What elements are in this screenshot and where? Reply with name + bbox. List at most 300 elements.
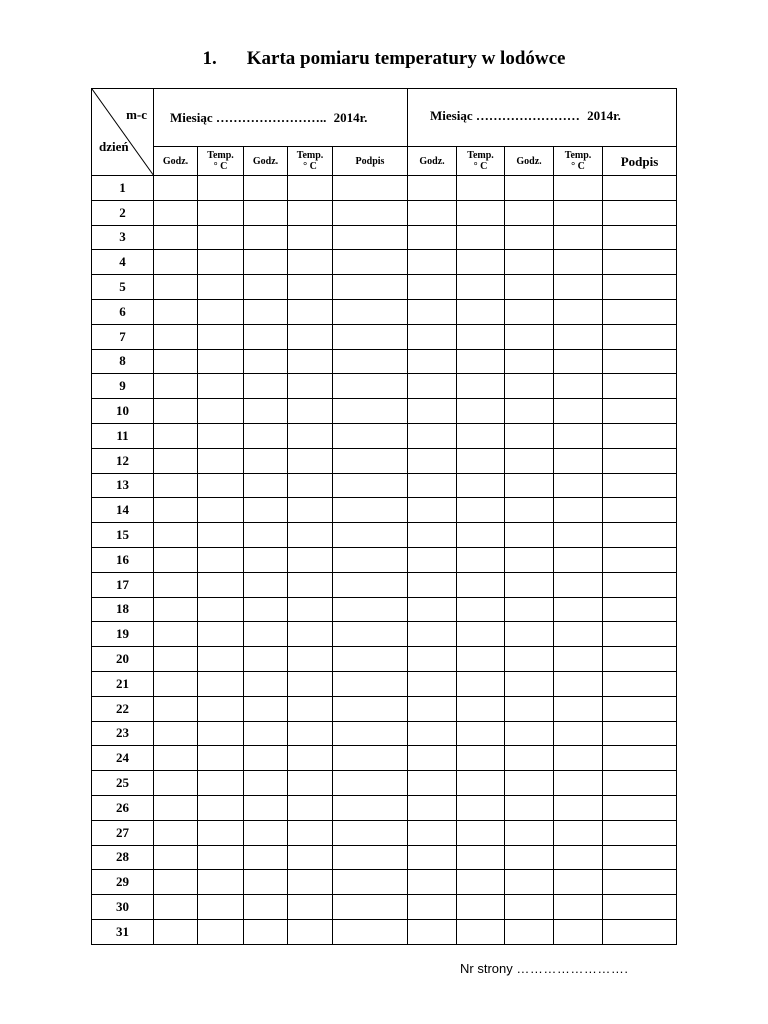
entry-cell[interactable] [408,771,457,796]
entry-cell[interactable] [333,771,408,796]
entry-cell[interactable] [408,176,457,201]
entry-cell[interactable] [333,845,408,870]
entry-cell[interactable] [154,498,198,523]
entry-cell[interactable] [457,597,505,622]
entry-cell[interactable] [288,324,333,349]
entry-cell[interactable] [505,795,554,820]
entry-cell[interactable] [244,523,288,548]
page-number-field[interactable]: ……………………. [516,961,629,976]
entry-cell[interactable] [154,597,198,622]
entry-cell[interactable] [457,448,505,473]
entry-cell[interactable] [408,919,457,944]
entry-cell[interactable] [603,349,677,374]
entry-cell[interactable] [154,275,198,300]
entry-cell[interactable] [244,176,288,201]
entry-cell[interactable] [505,746,554,771]
entry-cell[interactable] [154,448,198,473]
entry-cell[interactable] [603,299,677,324]
entry-cell[interactable] [244,399,288,424]
entry-cell[interactable] [554,795,603,820]
entry-cell[interactable] [554,349,603,374]
entry-cell[interactable] [554,721,603,746]
entry-cell[interactable] [554,299,603,324]
entry-cell[interactable] [288,820,333,845]
entry-cell[interactable] [505,250,554,275]
entry-cell[interactable] [603,746,677,771]
entry-cell[interactable] [408,250,457,275]
entry-cell[interactable] [198,671,244,696]
entry-cell[interactable] [333,448,408,473]
entry-cell[interactable] [244,473,288,498]
entry-cell[interactable] [198,919,244,944]
entry-cell[interactable] [457,696,505,721]
entry-cell[interactable] [408,820,457,845]
entry-cell[interactable] [244,498,288,523]
entry-cell[interactable] [198,250,244,275]
entry-cell[interactable] [244,746,288,771]
entry-cell[interactable] [333,349,408,374]
entry-cell[interactable] [505,176,554,201]
entry-cell[interactable] [288,597,333,622]
entry-cell[interactable] [603,721,677,746]
entry-cell[interactable] [457,895,505,920]
entry-cell[interactable] [457,349,505,374]
entry-cell[interactable] [603,498,677,523]
entry-cell[interactable] [554,696,603,721]
entry-cell[interactable] [408,523,457,548]
entry-cell[interactable] [198,547,244,572]
entry-cell[interactable] [288,919,333,944]
entry-cell[interactable] [154,919,198,944]
entry-cell[interactable] [244,324,288,349]
entry-cell[interactable] [457,572,505,597]
entry-cell[interactable] [505,423,554,448]
entry-cell[interactable] [154,423,198,448]
entry-cell[interactable] [457,399,505,424]
entry-cell[interactable] [457,671,505,696]
entry-cell[interactable] [288,572,333,597]
entry-cell[interactable] [408,225,457,250]
entry-cell[interactable] [505,820,554,845]
entry-cell[interactable] [288,275,333,300]
entry-cell[interactable] [505,870,554,895]
entry-cell[interactable] [554,547,603,572]
month-header-1[interactable] [154,89,408,147]
entry-cell[interactable] [457,771,505,796]
entry-cell[interactable] [198,399,244,424]
entry-cell[interactable] [288,225,333,250]
entry-cell[interactable] [457,498,505,523]
entry-cell[interactable] [408,349,457,374]
entry-cell[interactable] [603,696,677,721]
entry-cell[interactable] [154,349,198,374]
entry-cell[interactable] [288,696,333,721]
entry-cell[interactable] [603,399,677,424]
entry-cell[interactable] [288,349,333,374]
entry-cell[interactable] [244,349,288,374]
entry-cell[interactable] [457,176,505,201]
entry-cell[interactable] [408,795,457,820]
entry-cell[interactable] [198,176,244,201]
entry-cell[interactable] [244,250,288,275]
entry-cell[interactable] [505,671,554,696]
entry-cell[interactable] [505,721,554,746]
entry-cell[interactable] [154,622,198,647]
entry-cell[interactable] [244,671,288,696]
entry-cell[interactable] [457,473,505,498]
entry-cell[interactable] [333,696,408,721]
entry-cell[interactable] [198,771,244,796]
entry-cell[interactable] [288,523,333,548]
entry-cell[interactable] [603,771,677,796]
entry-cell[interactable] [505,299,554,324]
entry-cell[interactable] [505,225,554,250]
entry-cell[interactable] [198,225,244,250]
entry-cell[interactable] [154,547,198,572]
entry-cell[interactable] [554,746,603,771]
entry-cell[interactable] [505,622,554,647]
entry-cell[interactable] [244,647,288,672]
entry-cell[interactable] [288,547,333,572]
entry-cell[interactable] [554,820,603,845]
entry-cell[interactable] [333,200,408,225]
entry-cell[interactable] [154,820,198,845]
entry-cell[interactable] [603,820,677,845]
entry-cell[interactable] [288,746,333,771]
entry-cell[interactable] [457,200,505,225]
entry-cell[interactable] [554,597,603,622]
entry-cell[interactable] [333,176,408,201]
entry-cell[interactable] [198,374,244,399]
entry-cell[interactable] [603,423,677,448]
entry-cell[interactable] [198,448,244,473]
entry-cell[interactable] [505,275,554,300]
entry-cell[interactable] [603,200,677,225]
entry-cell[interactable] [457,919,505,944]
entry-cell[interactable] [288,895,333,920]
entry-cell[interactable] [244,597,288,622]
entry-cell[interactable] [198,523,244,548]
entry-cell[interactable] [244,225,288,250]
entry-cell[interactable] [244,820,288,845]
entry-cell[interactable] [198,299,244,324]
entry-cell[interactable] [288,399,333,424]
entry-cell[interactable] [457,647,505,672]
entry-cell[interactable] [457,423,505,448]
entry-cell[interactable] [333,374,408,399]
entry-cell[interactable] [154,399,198,424]
entry-cell[interactable] [603,275,677,300]
entry-cell[interactable] [408,870,457,895]
entry-cell[interactable] [333,547,408,572]
entry-cell[interactable] [288,721,333,746]
entry-cell[interactable] [288,250,333,275]
entry-cell[interactable] [198,498,244,523]
entry-cell[interactable] [603,176,677,201]
entry-cell[interactable] [198,423,244,448]
entry-cell[interactable] [554,423,603,448]
entry-cell[interactable] [244,299,288,324]
month-header-2[interactable] [408,89,677,147]
entry-cell[interactable] [333,498,408,523]
entry-cell[interactable] [198,746,244,771]
entry-cell[interactable] [154,870,198,895]
entry-cell[interactable] [554,870,603,895]
entry-cell[interactable] [244,200,288,225]
entry-cell[interactable] [198,349,244,374]
entry-cell[interactable] [333,473,408,498]
entry-cell[interactable] [408,622,457,647]
entry-cell[interactable] [408,671,457,696]
entry-cell[interactable] [408,696,457,721]
entry-cell[interactable] [603,547,677,572]
entry-cell[interactable] [554,324,603,349]
entry-cell[interactable] [408,448,457,473]
entry-cell[interactable] [288,423,333,448]
entry-cell[interactable] [198,572,244,597]
entry-cell[interactable] [408,547,457,572]
entry-cell[interactable] [198,795,244,820]
entry-cell[interactable] [554,498,603,523]
entry-cell[interactable] [154,250,198,275]
entry-cell[interactable] [505,523,554,548]
entry-cell[interactable] [457,870,505,895]
entry-cell[interactable] [244,771,288,796]
entry-cell[interactable] [154,572,198,597]
entry-cell[interactable] [554,919,603,944]
entry-cell[interactable] [198,845,244,870]
entry-cell[interactable] [333,250,408,275]
entry-cell[interactable] [154,771,198,796]
entry-cell[interactable] [505,473,554,498]
entry-cell[interactable] [505,647,554,672]
entry-cell[interactable] [244,275,288,300]
entry-cell[interactable] [244,448,288,473]
entry-cell[interactable] [333,820,408,845]
entry-cell[interactable] [333,746,408,771]
entry-cell[interactable] [457,547,505,572]
entry-cell[interactable] [154,895,198,920]
entry-cell[interactable] [244,696,288,721]
entry-cell[interactable] [408,324,457,349]
entry-cell[interactable] [554,225,603,250]
entry-cell[interactable] [288,671,333,696]
entry-cell[interactable] [333,299,408,324]
entry-cell[interactable] [154,299,198,324]
entry-cell[interactable] [603,473,677,498]
entry-cell[interactable] [288,374,333,399]
entry-cell[interactable] [554,572,603,597]
entry-cell[interactable] [244,845,288,870]
entry-cell[interactable] [244,919,288,944]
entry-cell[interactable] [603,324,677,349]
entry-cell[interactable] [154,473,198,498]
entry-cell[interactable] [244,721,288,746]
entry-cell[interactable] [154,176,198,201]
entry-cell[interactable] [505,349,554,374]
entry-cell[interactable] [288,795,333,820]
entry-cell[interactable] [333,622,408,647]
entry-cell[interactable] [198,820,244,845]
entry-cell[interactable] [457,622,505,647]
entry-cell[interactable] [288,498,333,523]
entry-cell[interactable] [408,473,457,498]
entry-cell[interactable] [554,374,603,399]
entry-cell[interactable] [554,275,603,300]
entry-cell[interactable] [154,721,198,746]
entry-cell[interactable] [333,671,408,696]
entry-cell[interactable] [333,423,408,448]
entry-cell[interactable] [288,176,333,201]
entry-cell[interactable] [457,721,505,746]
entry-cell[interactable] [505,374,554,399]
entry-cell[interactable] [244,572,288,597]
entry-cell[interactable] [505,597,554,622]
entry-cell[interactable] [198,275,244,300]
entry-cell[interactable] [408,895,457,920]
entry-cell[interactable] [288,647,333,672]
entry-cell[interactable] [333,275,408,300]
entry-cell[interactable] [554,895,603,920]
entry-cell[interactable] [333,795,408,820]
entry-cell[interactable] [505,399,554,424]
entry-cell[interactable] [333,647,408,672]
entry-cell[interactable] [244,374,288,399]
entry-cell[interactable] [554,622,603,647]
entry-cell[interactable] [554,671,603,696]
entry-cell[interactable] [603,225,677,250]
entry-cell[interactable] [154,324,198,349]
entry-cell[interactable] [505,771,554,796]
entry-cell[interactable] [244,870,288,895]
entry-cell[interactable] [603,895,677,920]
entry-cell[interactable] [288,299,333,324]
entry-cell[interactable] [505,200,554,225]
entry-cell[interactable] [457,374,505,399]
entry-cell[interactable] [408,721,457,746]
entry-cell[interactable] [603,870,677,895]
entry-cell[interactable] [333,399,408,424]
entry-cell[interactable] [198,895,244,920]
entry-cell[interactable] [198,473,244,498]
entry-cell[interactable] [408,299,457,324]
entry-cell[interactable] [554,771,603,796]
entry-cell[interactable] [288,845,333,870]
entry-cell[interactable] [457,820,505,845]
entry-cell[interactable] [408,399,457,424]
entry-cell[interactable] [154,746,198,771]
entry-cell[interactable] [554,647,603,672]
entry-cell[interactable] [198,870,244,895]
entry-cell[interactable] [408,597,457,622]
entry-cell[interactable] [333,324,408,349]
entry-cell[interactable] [288,622,333,647]
entry-cell[interactable] [244,895,288,920]
entry-cell[interactable] [603,919,677,944]
entry-cell[interactable] [154,200,198,225]
entry-cell[interactable] [505,498,554,523]
entry-cell[interactable] [505,572,554,597]
entry-cell[interactable] [603,795,677,820]
entry-cell[interactable] [333,721,408,746]
entry-cell[interactable] [603,523,677,548]
entry-cell[interactable] [603,845,677,870]
entry-cell[interactable] [244,547,288,572]
entry-cell[interactable] [408,275,457,300]
entry-cell[interactable] [457,275,505,300]
entry-cell[interactable] [603,448,677,473]
entry-cell[interactable] [554,448,603,473]
entry-cell[interactable] [198,721,244,746]
entry-cell[interactable] [198,647,244,672]
entry-cell[interactable] [554,250,603,275]
entry-cell[interactable] [505,547,554,572]
entry-cell[interactable] [554,176,603,201]
entry-cell[interactable] [198,324,244,349]
entry-cell[interactable] [198,200,244,225]
entry-cell[interactable] [554,523,603,548]
entry-cell[interactable] [154,647,198,672]
entry-cell[interactable] [603,647,677,672]
entry-cell[interactable] [333,870,408,895]
entry-cell[interactable] [457,299,505,324]
entry-cell[interactable] [505,696,554,721]
entry-cell[interactable] [457,795,505,820]
entry-cell[interactable] [408,423,457,448]
entry-cell[interactable] [244,795,288,820]
entry-cell[interactable] [333,919,408,944]
entry-cell[interactable] [408,746,457,771]
entry-cell[interactable] [505,845,554,870]
entry-cell[interactable] [198,597,244,622]
entry-cell[interactable] [333,895,408,920]
entry-cell[interactable] [457,250,505,275]
entry-cell[interactable] [288,200,333,225]
entry-cell[interactable] [154,696,198,721]
entry-cell[interactable] [154,671,198,696]
entry-cell[interactable] [603,671,677,696]
entry-cell[interactable] [288,473,333,498]
entry-cell[interactable] [457,225,505,250]
entry-cell[interactable] [288,448,333,473]
entry-cell[interactable] [288,870,333,895]
entry-cell[interactable] [244,423,288,448]
entry-cell[interactable] [408,845,457,870]
entry-cell[interactable] [408,647,457,672]
entry-cell[interactable] [288,771,333,796]
entry-cell[interactable] [198,696,244,721]
entry-cell[interactable] [333,523,408,548]
entry-cell[interactable] [154,795,198,820]
entry-cell[interactable] [603,622,677,647]
entry-cell[interactable] [505,895,554,920]
entry-cell[interactable] [505,448,554,473]
entry-cell[interactable] [457,746,505,771]
entry-cell[interactable] [333,225,408,250]
entry-cell[interactable] [603,250,677,275]
entry-cell[interactable] [408,200,457,225]
entry-cell[interactable] [154,225,198,250]
entry-cell[interactable] [505,919,554,944]
entry-cell[interactable] [554,473,603,498]
entry-cell[interactable] [408,498,457,523]
entry-cell[interactable] [554,399,603,424]
entry-cell[interactable] [333,597,408,622]
entry-cell[interactable] [408,374,457,399]
entry-cell[interactable] [603,597,677,622]
entry-cell[interactable] [457,523,505,548]
entry-cell[interactable] [154,523,198,548]
